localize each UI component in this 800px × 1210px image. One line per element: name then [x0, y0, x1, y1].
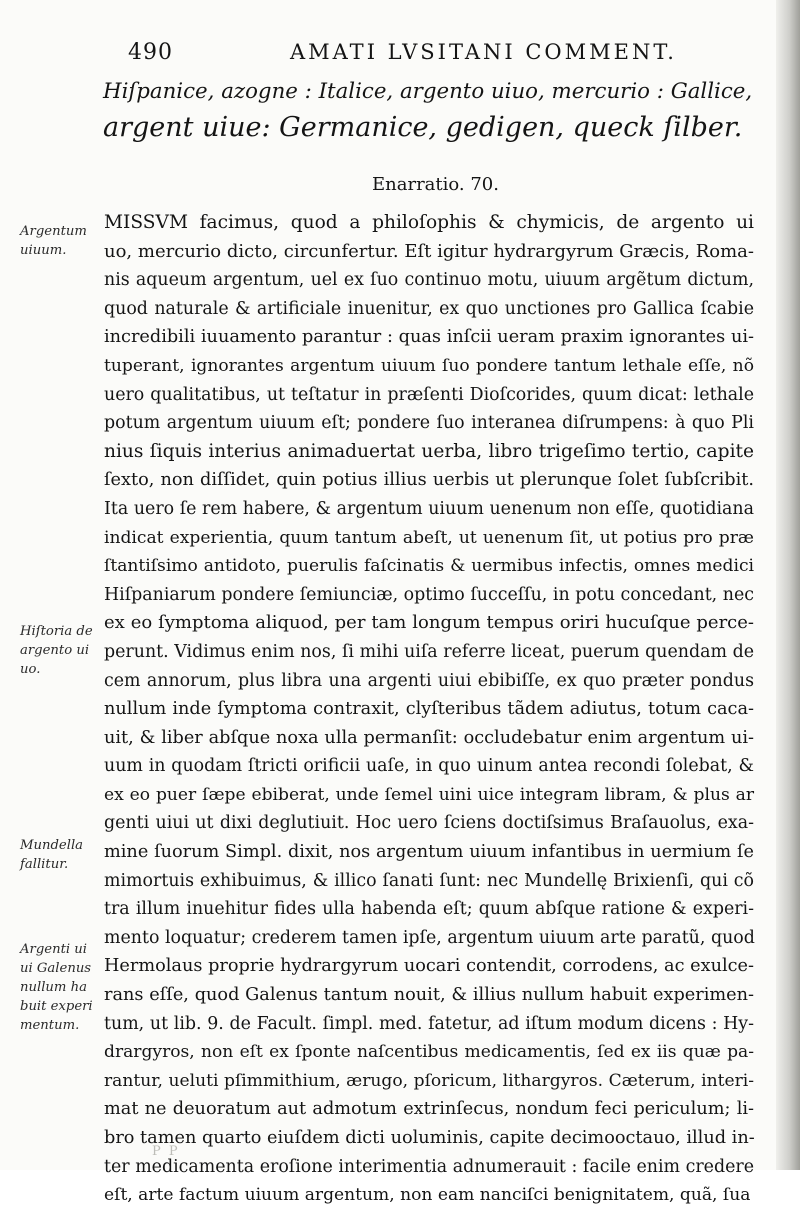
text-line: uum in quodam ſtricti orificii uaſe, in quo uinum antea recondi ſolebat, &: [104, 756, 754, 777]
text-line: eſt, arte factum uiuum argentum, non eam nanciſci benignitatem, quã, ſua: [104, 1185, 751, 1206]
text-line: bro tamen quarto eiuſdem dicti uoluminis, capite decimooctauo, illud in-: [104, 1128, 755, 1148]
margin-note-line: uo.: [20, 662, 41, 677]
text-line: tuperant, ignorantes argentum uiuum ſuo pondere tantum lethale eſſe, nõ: [104, 355, 754, 376]
text-line: drargyros, non eſt ex ſponte naſcentibus medicamentis, ſed ex iis quæ pa-: [104, 1042, 754, 1063]
title-line: argent uiue: Germanice, gedigen, queck ſilber.: [103, 112, 743, 143]
margin-note-galenus: [20, 940, 100, 1035]
text-line: uo, mercurio dicto, circunfertur. Eſt igitur hydrargyrum Græcis, Roma-: [104, 240, 754, 262]
text-line: ex eo puer ſæpe ebiberat, unde ſemel uini uice integram libram, & plus ar: [104, 784, 754, 805]
text-line: incredibili iuuamento parantur : quas inſcii ueram praxim ignorantes ui-: [104, 327, 754, 348]
running-title: AMATI LVSITANI COMMENT.: [290, 40, 677, 64]
text-line: mimortuis exhibuimus, & illico ſanati ſunt: nec Mundellę Brixienſi, qui cõ: [104, 870, 754, 891]
text-line: Ita uero ſe rem habere, & argentum uiuum uenenum non eſſe, quotidiana: [104, 498, 754, 519]
section-heading: Enarratio. 70.: [372, 174, 499, 195]
margin-note-mundella: [20, 836, 100, 874]
text-line: genti uiui ut dixi deglutiuit. Hoc uero ſciens doctiſsimus Braſauolus, exa-: [104, 813, 754, 834]
text-line: perunt. Vidimus enim nos, ſi mihi uiſa referre liceat, puerum quendam de: [104, 641, 754, 662]
text-line: ter medicamenta eroſione interimentia adnumerauit : facile enim credere: [104, 1156, 754, 1177]
commentary-text: [104, 209, 754, 1210]
entry-title: [103, 74, 753, 146]
margin-note-line: mentum.: [20, 1018, 80, 1033]
margin-note-line: argento ui: [20, 643, 90, 658]
text-line: ſtantiſsimo antidoto, puerulis faſcinatis & uermibus infectis, omnes medici: [104, 556, 754, 577]
margin-note-line: Argenti ui: [20, 942, 87, 957]
text-line: nullum inde ſymptoma contraxit, clyſteribus tãdem adiutus, totum caca-: [104, 699, 754, 720]
margin-note-line: Mundella: [20, 838, 84, 853]
margin-note-line: buit experi: [20, 999, 93, 1014]
text-line: Hiſpaniarum pondere ſemiunciæ, optimo ſucceſſu, in potu concedant, nec: [104, 584, 754, 605]
text-line: ex eo ſymptoma aliquod, per tam longum tempus oriri hucuſque perce-: [104, 612, 754, 634]
text-line: nis aqueum argentum, uel ex ſuo continuo motu, uiuum argẽtum dictum,: [104, 270, 754, 291]
text-line: nius ſiquis interius animaduertat uerba, libro trigeſimo tertio, capite: [104, 440, 754, 462]
page-gutter-shadow: [776, 0, 800, 1170]
text-line: mine ſuorum Simpl. dixit, nos argentum uiuum infantibus in uermium ſe: [104, 842, 754, 863]
signature-mark: P P: [152, 1144, 180, 1159]
text-line: MISSVM facimus, quod a philoſophis & chymicis, de argento ui: [104, 212, 754, 233]
title-line: Hiſpanice, azogne : Italice, argento uiuo, mercurio : Gallice,: [103, 79, 753, 104]
margin-note-line: uiuum.: [20, 243, 67, 258]
text-line: indicat experientia, quum tantum abeſt, ut uenenum ſit, ut potius pro præ: [104, 527, 754, 548]
margin-note-line: nullum ha: [20, 980, 87, 995]
text-line: cem annorum, plus libra una argenti uiui ebibiſſe, ex quo præter pondus: [104, 670, 754, 691]
text-line: rans eſſe, quod Galenus tantum nouit, & illius nullum habuit experimen-: [104, 985, 754, 1006]
text-line: uero qualitatibus, ut teſtatur in præſenti Dioſcorides, quum dicat: lethale: [104, 384, 754, 405]
margin-note-line: Hiſtoria de: [20, 624, 93, 639]
margin-note-line: fallitur.: [20, 857, 69, 872]
text-line: ſexto, non diſſidet, quin potius illius uerbis ut plerunque ſolet ſubſcribit.: [104, 470, 754, 491]
text-line: rantur, ueluti pſimmithium, ærugo, pſoricum, lithargyros. Cæterum, interi-: [104, 1070, 754, 1091]
text-line: mat ne deuoratum aut admotum extrinſecus, nondum feci periculum; li-: [104, 1099, 754, 1120]
text-line: quod naturale & artificiale inuenitur, ex quo unctiones pro Gallica ſcabie: [104, 298, 754, 319]
margin-note-argentum-uiuum: [20, 222, 100, 260]
text-line: mento loquatur; crederem tamen ipſe, argentum uiuum arte paratũ, quod: [104, 927, 755, 948]
text-line: tra illum inuehitur fides ulla habenda eſt; quum abſque ratione & experi-: [104, 899, 754, 920]
text-line: uit, & liber abſque noxa ulla permanſit: occludebatur enim argentum ui-: [104, 727, 754, 748]
margin-note-line: ui Galenus: [20, 961, 92, 976]
margin-note-line: Argentum: [20, 224, 87, 239]
margin-note-historia: [20, 622, 100, 679]
text-line: potum argentum uiuum eſt; pondere ſuo interanea diſrumpens: à quo Pli: [104, 413, 754, 434]
page-number: 490: [128, 40, 173, 65]
text-line: tum, ut lib. 9. de Facult. ſimpl. med. fatetur, ad iſtum modum dicens : Hy-: [104, 1013, 754, 1034]
text-line: Hermolaus proprie hydrargyrum uocari contendit, corrodens, ac exulce-: [104, 956, 754, 977]
running-header: [128, 40, 768, 70]
